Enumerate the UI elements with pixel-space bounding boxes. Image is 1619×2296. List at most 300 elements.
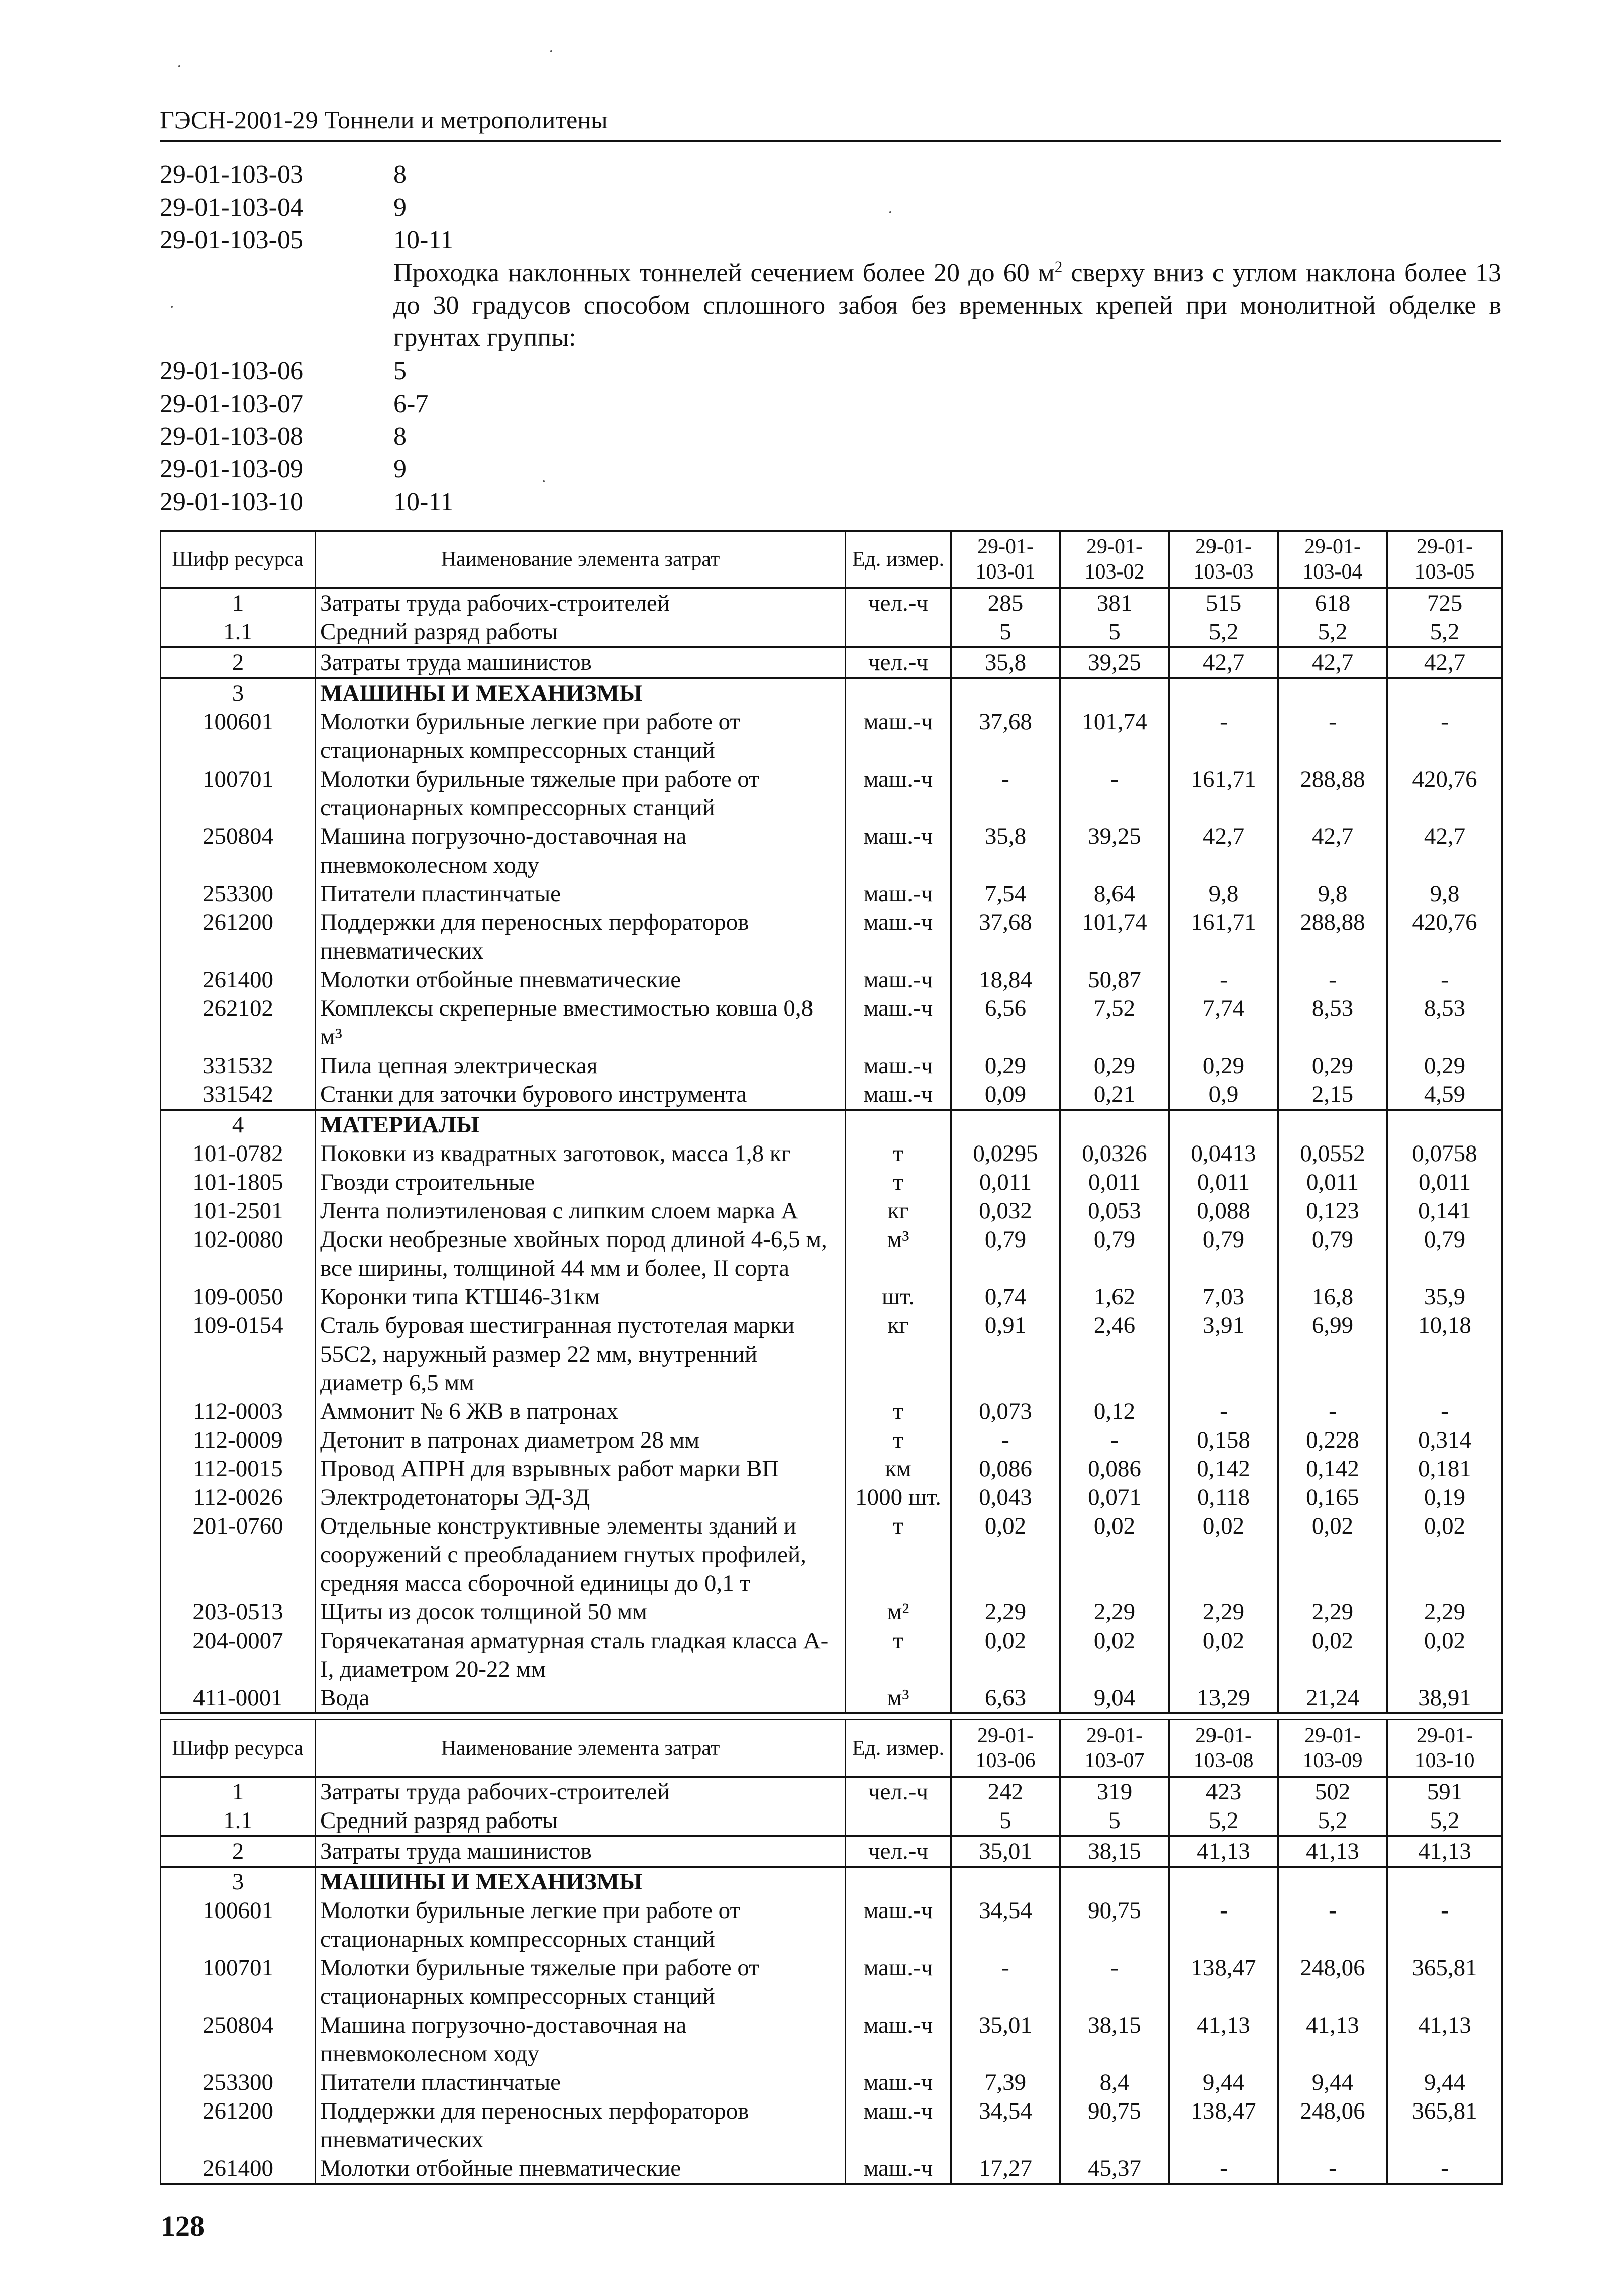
table-row	[161, 1806, 1502, 1836]
header-unit: Ед. измер.	[846, 531, 951, 589]
cell-value: 35,8	[951, 822, 1060, 880]
header-norm-code: 29-01- 103-05	[1387, 531, 1502, 589]
cell-name: Поковки из квадратных заготовок, масса 1,8 кг	[316, 1139, 846, 1168]
cell-value: 423	[1169, 1777, 1278, 1806]
cell-value: 5	[951, 618, 1060, 647]
header-code: Шифр ресурса	[161, 531, 316, 589]
scan-speck	[543, 480, 545, 482]
cell-value: 0,29	[1278, 1051, 1387, 1080]
cell-value: 41,13	[1278, 1836, 1387, 1867]
cell-value: 42,7	[1278, 647, 1387, 678]
cell-value: 1,62	[1060, 1283, 1169, 1311]
cell-name: Питатели пластинчатые	[316, 2068, 846, 2097]
header-name: Наименование элемента затрат	[316, 1720, 846, 1777]
cell-value	[1278, 1867, 1387, 1896]
cell-unit: маш.-ч	[846, 708, 951, 765]
cell-value: 288,88	[1278, 908, 1387, 966]
cell-value: -	[951, 1426, 1060, 1455]
running-header: ГЭСН-2001-29 Тоннели и метрополитены	[160, 105, 1501, 142]
cell-value: 288,88	[1278, 765, 1387, 822]
cell-code: 3	[161, 678, 316, 708]
cell-value: 9,8	[1387, 880, 1502, 908]
cell-value: 41,13	[1169, 1836, 1278, 1867]
cell-unit	[846, 618, 951, 647]
header-norm-code: 29-01- 103-03	[1169, 531, 1278, 589]
resource-code: 29-01-103-08	[160, 422, 303, 451]
header-norm-code: 29-01- 103-09	[1278, 1720, 1387, 1777]
cell-value: 161,71	[1169, 908, 1278, 966]
cell-value: 34,54	[951, 1896, 1060, 1954]
soil-group: 9	[393, 455, 407, 484]
soil-group: 5	[393, 357, 407, 386]
cell-unit: маш.-ч	[846, 2068, 951, 2097]
cell-code: 261400	[161, 966, 316, 994]
cell-value: 591	[1387, 1777, 1502, 1806]
cell-name: Доски необрезные хвойных пород длиной 4-6,5 м, все ширины, толщиной 44 мм и более, II сорта	[316, 1225, 846, 1283]
cell-code: 262102	[161, 994, 316, 1051]
cell-name: Молотки отбойные пневматические	[316, 2154, 846, 2184]
cell-name: Станки для заточки бурового инструмента	[316, 1080, 846, 1110]
cell-code: 204-0007	[161, 1627, 316, 1684]
scan-speck	[889, 211, 891, 213]
soil-group: 8	[393, 160, 407, 189]
cell-value: -	[1278, 1397, 1387, 1426]
cell-name: Сталь буровая шестигранная пустотелая марки 55С2, наружный размер 22 мм, внутренний диаметр 6,5 мм	[316, 1311, 846, 1397]
cell-name: Аммонит № 6 ЖВ в патронах	[316, 1397, 846, 1426]
cell-value: 41,13	[1387, 1836, 1502, 1867]
table-row	[161, 1483, 1502, 1512]
cell-name: Щиты из досок толщиной 50 мм	[316, 1598, 846, 1627]
cell-value: 17,27	[951, 2154, 1060, 2184]
cell-value: 0,011	[1387, 1168, 1502, 1197]
cell-value: 420,76	[1387, 765, 1502, 822]
cell-unit	[846, 678, 951, 708]
resource-code: 29-01-103-04	[160, 193, 303, 222]
header-code: Шифр ресурса	[161, 1720, 316, 1777]
cell-name: МАШИНЫ И МЕХАНИЗМЫ	[316, 678, 846, 708]
cell-value: 0,123	[1278, 1197, 1387, 1225]
cell-value: 101,74	[1060, 708, 1169, 765]
cell-value: 0,79	[1278, 1225, 1387, 1283]
table-row	[161, 1896, 1502, 1954]
cell-value: 9,44	[1169, 2068, 1278, 2097]
table-row	[161, 618, 1502, 647]
cell-name: Поддержки для переносных перфораторов пневматических	[316, 2097, 846, 2154]
cell-value: 2,29	[951, 1598, 1060, 1627]
cell-value: 35,9	[1387, 1283, 1502, 1311]
table-row	[161, 1051, 1502, 1080]
cell-value: 242	[951, 1777, 1060, 1806]
cell-name: Детонит в патронах диаметром 28 мм	[316, 1426, 846, 1455]
cell-code: 1	[161, 588, 316, 618]
cell-value: 161,71	[1169, 765, 1278, 822]
resource-table-1	[160, 530, 1503, 1714]
table-row	[161, 1867, 1502, 1896]
table-row	[161, 1598, 1502, 1627]
cell-unit: маш.-ч	[846, 1954, 951, 2011]
cell-value: -	[1387, 708, 1502, 765]
cell-value: 0,79	[1060, 1225, 1169, 1283]
cell-value: 5	[1060, 618, 1169, 647]
code-row	[160, 453, 1501, 486]
table-row	[161, 994, 1502, 1051]
table-row	[161, 1197, 1502, 1225]
resource-table-2	[160, 1719, 1503, 2185]
table-row	[161, 1139, 1502, 1168]
cell-value: 5,2	[1278, 1806, 1387, 1836]
cell-unit: т	[846, 1512, 951, 1598]
cell-unit: т	[846, 1139, 951, 1168]
cell-value: 0,011	[951, 1168, 1060, 1197]
cell-code: 1.1	[161, 1806, 316, 1836]
cell-name: Поддержки для переносных перфораторов пневматических	[316, 908, 846, 966]
cell-code: 331542	[161, 1080, 316, 1110]
table-row	[161, 2097, 1502, 2154]
cell-value: 0,011	[1278, 1168, 1387, 1197]
cell-value: 0,118	[1169, 1483, 1278, 1512]
table-row	[161, 1426, 1502, 1455]
cell-value: 0,29	[1169, 1051, 1278, 1080]
cell-unit: 1000 шт.	[846, 1483, 951, 1512]
table-row	[161, 966, 1502, 994]
table-row	[161, 2011, 1502, 2068]
cell-value: 9,8	[1278, 880, 1387, 908]
cell-name: Электродетонаторы ЭД-3Д	[316, 1483, 846, 1512]
cell-code: 101-0782	[161, 1139, 316, 1168]
cell-code: 1	[161, 1777, 316, 1806]
cell-value: 101,74	[1060, 908, 1169, 966]
cell-value: 0,29	[1060, 1051, 1169, 1080]
cell-name: Питатели пластинчатые	[316, 880, 846, 908]
header-norm-code: 29-01- 103-08	[1169, 1720, 1278, 1777]
code-list	[160, 158, 1501, 518]
cell-value: 0,02	[1169, 1512, 1278, 1598]
cell-name: Средний разряд работы	[316, 1806, 846, 1836]
cell-value: 6,99	[1278, 1311, 1387, 1397]
table-row	[161, 1080, 1502, 1110]
cell-code: 100601	[161, 708, 316, 765]
cell-code: 261200	[161, 908, 316, 966]
cell-unit: кг	[846, 1197, 951, 1225]
cell-value: 0,073	[951, 1397, 1060, 1426]
cell-value: 0,011	[1060, 1168, 1169, 1197]
header-unit: Ед. измер.	[846, 1720, 951, 1777]
cell-name: Средний разряд работы	[316, 618, 846, 647]
cell-value: 5,2	[1169, 1806, 1278, 1836]
cell-value: 42,7	[1387, 822, 1502, 880]
cell-name: Молотки отбойные пневматические	[316, 966, 846, 994]
cell-value: 420,76	[1387, 908, 1502, 966]
cell-value	[1169, 1110, 1278, 1139]
table-row	[161, 1283, 1502, 1311]
cell-value: 0,0758	[1387, 1139, 1502, 1168]
cell-value: 7,39	[951, 2068, 1060, 2097]
cell-value: 2,15	[1278, 1080, 1387, 1110]
table-row	[161, 822, 1502, 880]
cell-unit: т	[846, 1627, 951, 1684]
cell-value: 138,47	[1169, 2097, 1278, 2154]
cell-value: 0,0295	[951, 1139, 1060, 1168]
cell-name: Молотки бурильные тяжелые при работе от стационарных компрессорных станций	[316, 1954, 846, 2011]
cell-unit: маш.-ч	[846, 2011, 951, 2068]
cell-value: 0,02	[951, 1512, 1060, 1598]
table-row	[161, 2068, 1502, 2097]
cell-value: 0,142	[1278, 1455, 1387, 1483]
cell-value	[1387, 678, 1502, 708]
cell-value: 0,071	[1060, 1483, 1169, 1512]
cell-value: 9,04	[1060, 1684, 1169, 1713]
cell-value: 2,46	[1060, 1311, 1169, 1397]
cell-code: 100701	[161, 1954, 316, 2011]
table-row	[161, 1455, 1502, 1483]
cell-value: 0,79	[1387, 1225, 1502, 1283]
cell-value: 5,2	[1278, 618, 1387, 647]
cell-name: Затраты труда машинистов	[316, 647, 846, 678]
table-row	[161, 1777, 1502, 1806]
cell-unit: маш.-ч	[846, 1051, 951, 1080]
cell-code: 2	[161, 1836, 316, 1867]
cell-value: 41,13	[1387, 2011, 1502, 2068]
cell-value: 2,29	[1060, 1598, 1169, 1627]
cell-unit: маш.-ч	[846, 822, 951, 880]
cell-value: 0,02	[1169, 1627, 1278, 1684]
cell-name: Затраты труда машинистов	[316, 1836, 846, 1867]
cell-name: Пила цепная электрическая	[316, 1051, 846, 1080]
cell-value: 0,74	[951, 1283, 1060, 1311]
table-row	[161, 1954, 1502, 2011]
cell-value	[1060, 1867, 1169, 1896]
cell-name: Молотки бурильные тяжелые при работе от стационарных компрессорных станций	[316, 765, 846, 822]
cell-value	[1387, 1867, 1502, 1896]
cell-value: -	[1387, 966, 1502, 994]
cell-value: 38,91	[1387, 1684, 1502, 1713]
cell-code: 2	[161, 647, 316, 678]
cell-value: 8,53	[1387, 994, 1502, 1051]
soil-group: 9	[393, 193, 407, 222]
cell-name: Машина погрузочно-доставочная на пневмоколесном ходу	[316, 822, 846, 880]
cell-value: 13,29	[1169, 1684, 1278, 1713]
cell-value: 41,13	[1278, 2011, 1387, 2068]
cell-value: 4,59	[1387, 1080, 1502, 1110]
table-row	[161, 1168, 1502, 1197]
cell-value	[1060, 1110, 1169, 1139]
table-row	[161, 1311, 1502, 1397]
cell-value: 0,02	[1278, 1627, 1387, 1684]
cell-value: 16,8	[1278, 1283, 1387, 1311]
cell-unit: маш.-ч	[846, 994, 951, 1051]
cell-code: 250804	[161, 822, 316, 880]
cell-value: -	[1169, 708, 1278, 765]
cell-value: -	[1169, 966, 1278, 994]
cell-value: 35,8	[951, 647, 1060, 678]
cell-value: 0,09	[951, 1080, 1060, 1110]
table-row	[161, 908, 1502, 966]
cell-value: 0,21	[1060, 1080, 1169, 1110]
cell-value: 42,7	[1278, 822, 1387, 880]
cell-name: Горячекатаная арматурная сталь гладкая класса А-I, диаметром 20-22 мм	[316, 1627, 846, 1684]
cell-value: 8,4	[1060, 2068, 1169, 2097]
cell-value: 285	[951, 588, 1060, 618]
cell-value: -	[1278, 1896, 1387, 1954]
cell-value: -	[1060, 765, 1169, 822]
table-row	[161, 678, 1502, 708]
resource-code: 29-01-103-06	[160, 357, 303, 386]
cell-unit: м²	[846, 1598, 951, 1627]
cell-value: 0,02	[1060, 1627, 1169, 1684]
cell-value: 725	[1387, 588, 1502, 618]
cell-value: 5,2	[1387, 618, 1502, 647]
cell-value: 502	[1278, 1777, 1387, 1806]
cell-unit	[846, 1110, 951, 1139]
cell-value	[951, 678, 1060, 708]
cell-value: 0,086	[1060, 1455, 1169, 1483]
resource-code: 29-01-103-07	[160, 390, 303, 418]
cell-code: 253300	[161, 880, 316, 908]
cell-value: 515	[1169, 588, 1278, 618]
cell-code: 112-0009	[161, 1426, 316, 1455]
scan-speck	[178, 65, 180, 67]
cell-value: 42,7	[1387, 647, 1502, 678]
cell-unit: кг	[846, 1311, 951, 1397]
cell-value: 0,043	[951, 1483, 1060, 1512]
cell-value: 0,314	[1387, 1426, 1502, 1455]
cell-value: 0,0326	[1060, 1139, 1169, 1168]
cell-code: 4	[161, 1110, 316, 1139]
code-row	[160, 355, 1501, 388]
cell-value: 2,29	[1387, 1598, 1502, 1627]
cell-value	[1169, 1867, 1278, 1896]
cell-value: 0,12	[1060, 1397, 1169, 1426]
cell-value: 0,9	[1169, 1080, 1278, 1110]
cell-value: -	[1387, 2154, 1502, 2184]
cell-value: 42,7	[1169, 822, 1278, 880]
cell-value: 0,141	[1387, 1197, 1502, 1225]
cell-value: 0,02	[1387, 1627, 1502, 1684]
cell-value: 2,29	[1278, 1598, 1387, 1627]
cell-unit: чел.-ч	[846, 588, 951, 618]
cell-value: -	[1169, 1397, 1278, 1426]
cell-unit: маш.-ч	[846, 908, 951, 966]
cell-value: 38,15	[1060, 2011, 1169, 2068]
cell-value: 319	[1060, 1777, 1169, 1806]
cell-value: 0,142	[1169, 1455, 1278, 1483]
soil-group: 10-11	[393, 488, 454, 516]
cell-value: -	[1169, 2154, 1278, 2184]
cell-value: 18,84	[951, 966, 1060, 994]
cell-name: Молотки бурильные легкие при работе от стационарных компрессорных станций	[316, 708, 846, 765]
cell-value: 6,63	[951, 1684, 1060, 1713]
cell-name: МАТЕРИАЛЫ	[316, 1110, 846, 1139]
cell-value: 5,2	[1387, 1806, 1502, 1836]
cell-value	[1060, 678, 1169, 708]
cell-value: 0,79	[951, 1225, 1060, 1283]
table-row	[161, 765, 1502, 822]
cell-value	[951, 1110, 1060, 1139]
cell-value: 0,228	[1278, 1426, 1387, 1455]
cell-code: 1.1	[161, 618, 316, 647]
cell-name: Провод АПРН для взрывных работ марки ВП	[316, 1455, 846, 1483]
code-row	[160, 158, 1501, 191]
cell-value: 9,44	[1278, 2068, 1387, 2097]
cell-value: 35,01	[951, 2011, 1060, 2068]
code-row	[160, 388, 1501, 420]
cell-value: 0,165	[1278, 1483, 1387, 1512]
cell-name: Отдельные конструктивные элементы зданий и сооружений с преобладанием гнутых профилей, средняя масса сборочной единицы до 0,1 т	[316, 1512, 846, 1598]
scan-speck	[171, 306, 173, 308]
cell-value: -	[1387, 1896, 1502, 1954]
cell-code: 101-2501	[161, 1197, 316, 1225]
resource-code: 29-01-103-10	[160, 488, 303, 516]
cell-unit	[846, 1867, 951, 1896]
cell-value: 2,29	[1169, 1598, 1278, 1627]
cell-unit: чел.-ч	[846, 1836, 951, 1867]
cell-name: Лента полиэтиленовая с липким слоем марка А	[316, 1197, 846, 1225]
cell-value: 365,81	[1387, 1954, 1502, 2011]
cell-value: 0,29	[951, 1051, 1060, 1080]
cell-unit: м³	[846, 1225, 951, 1283]
header-norm-code: 29-01- 103-10	[1387, 1720, 1502, 1777]
cell-value: -	[1060, 1426, 1169, 1455]
cell-value: 90,75	[1060, 1896, 1169, 1954]
cell-unit: чел.-ч	[846, 1777, 951, 1806]
cell-value: 365,81	[1387, 2097, 1502, 2154]
cell-code: 253300	[161, 2068, 316, 2097]
resource-code: 29-01-103-05	[160, 226, 303, 254]
header-norm-code: 29-01- 103-01	[951, 531, 1060, 589]
cell-unit: маш.-ч	[846, 2097, 951, 2154]
cell-name: Комплексы скреперные вместимостью ковша 0,8 м³	[316, 994, 846, 1051]
cell-value: 39,25	[1060, 822, 1169, 880]
cell-unit: т	[846, 1426, 951, 1455]
header-norm-code: 29-01- 103-02	[1060, 531, 1169, 589]
cell-name: Молотки бурильные легкие при работе от стационарных компрессорных станций	[316, 1896, 846, 1954]
cell-value: 0,0413	[1169, 1139, 1278, 1168]
cell-value: 8,53	[1278, 994, 1387, 1051]
cell-value	[1278, 1110, 1387, 1139]
cell-value: 7,03	[1169, 1283, 1278, 1311]
table-row	[161, 588, 1502, 618]
cell-code: 112-0026	[161, 1483, 316, 1512]
code-row	[160, 420, 1501, 453]
table-row	[161, 1684, 1502, 1713]
cell-value: -	[1169, 1896, 1278, 1954]
cell-name: Затраты труда рабочих-строителей	[316, 588, 846, 618]
page-number: 128	[161, 2210, 205, 2242]
cell-value: 8,64	[1060, 880, 1169, 908]
cell-value: -	[1278, 708, 1387, 765]
cell-value: 0,053	[1060, 1197, 1169, 1225]
cell-code: 411-0001	[161, 1684, 316, 1713]
cell-value: 0,011	[1169, 1168, 1278, 1197]
cell-value: 5	[951, 1806, 1060, 1836]
section-description: Проходка наклонных тоннелей сечением более 20 до 60 $м^2$ сверху вниз с углом наклона более 13 до 30 градусов способом сплошного забоя без временных крепей при монолитной обделке в грунтах группы:	[393, 258, 1501, 352]
table-row	[161, 1836, 1502, 1867]
cell-value: 0,91	[951, 1311, 1060, 1397]
cell-value: 21,24	[1278, 1684, 1387, 1713]
cell-value: 38,15	[1060, 1836, 1169, 1867]
cell-code: 261400	[161, 2154, 316, 2184]
soil-group: 6-7	[393, 390, 429, 418]
cell-value: 90,75	[1060, 2097, 1169, 2154]
cell-name: Машина погрузочно-доставочная на пневмоколесном ходу	[316, 2011, 846, 2068]
cell-value: 0,02	[951, 1627, 1060, 1684]
cell-value: 0,181	[1387, 1455, 1502, 1483]
cell-code: 100701	[161, 765, 316, 822]
cell-code: 331532	[161, 1051, 316, 1080]
resource-code: 29-01-103-09	[160, 455, 303, 484]
cell-value: 5,2	[1169, 618, 1278, 647]
cell-value: 0,19	[1387, 1483, 1502, 1512]
